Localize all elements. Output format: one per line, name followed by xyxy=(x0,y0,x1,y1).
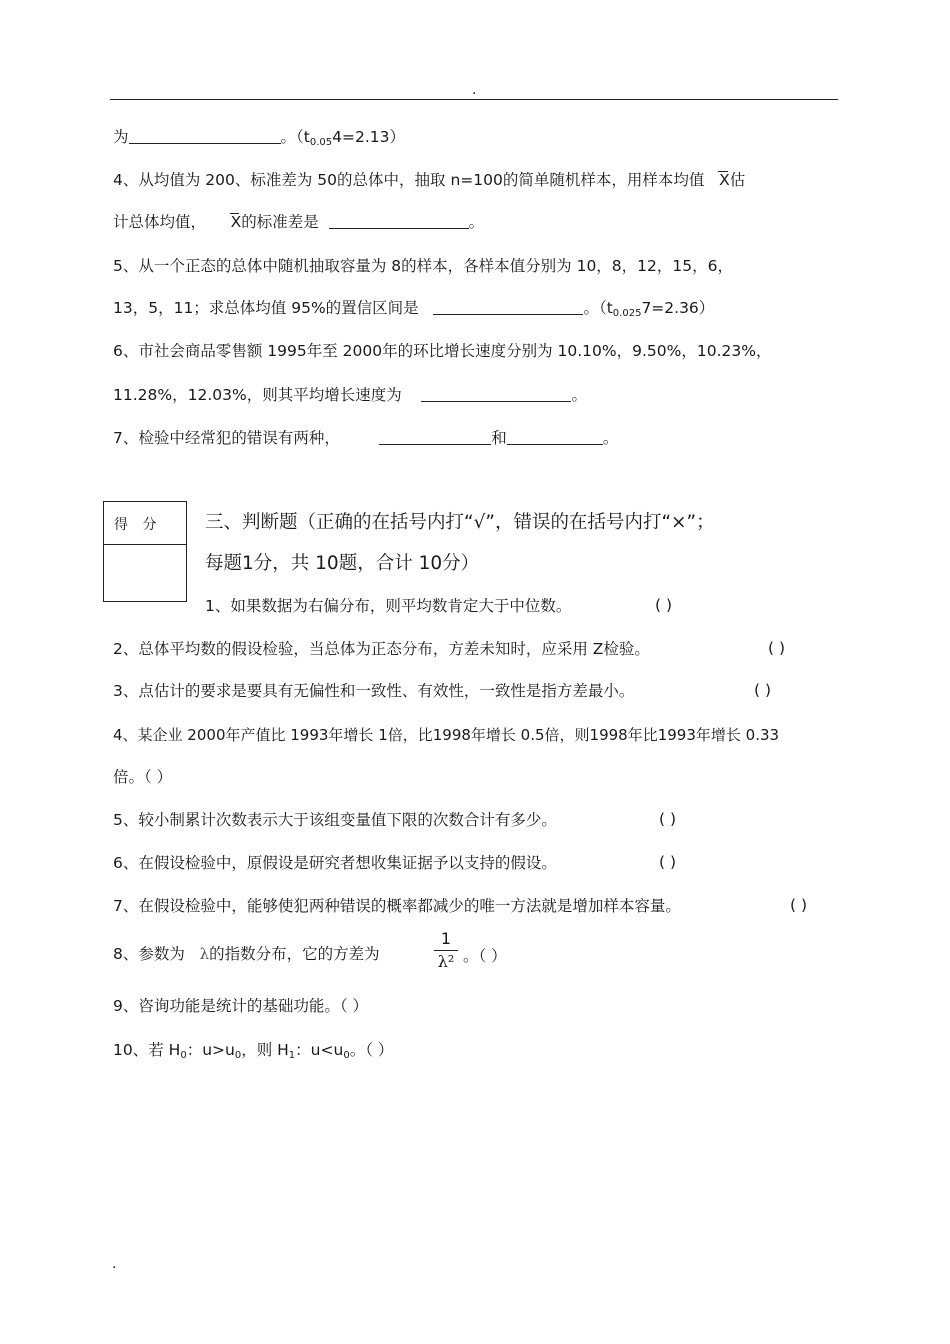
variance-fraction xyxy=(432,930,460,971)
subscript: 0 xyxy=(180,1050,187,1061)
fill-q5-line1: 5、从一个正态的总体中随机抽取容量为 8的样本，各样本值分别为 10，8，12，15，6， xyxy=(113,257,733,275)
answer-blank[interactable] xyxy=(129,129,281,144)
q4-text: 的标准差是 xyxy=(241,213,319,231)
judge-q4-line2: 倍。（ ） xyxy=(113,768,173,786)
footer-dot: . xyxy=(112,1256,117,1272)
judge-q6: 6、在假设检验中，原假设是研究者想收集证据予以支持的假设。 xyxy=(113,854,557,872)
q6-end: 。 xyxy=(571,386,587,404)
lambda-symbol: λ xyxy=(199,945,210,963)
fraction-denominator: λ² xyxy=(437,952,455,971)
q5-text: 13，5，11；求总体均值 95%的置信区间是 xyxy=(113,299,419,317)
section3-title-line1: 三、判断题（正确的在括号内打“√”，错误的在括号内打“×”； xyxy=(205,512,715,533)
header-dot: . xyxy=(472,82,477,98)
judge-q5: 5、较小制累计次数表示大于该组变量值下限的次数合计有多少。 xyxy=(113,811,557,829)
x-bar-symbol: X xyxy=(230,213,242,231)
q8-text: 8、参数为 xyxy=(113,945,185,963)
judge-q8 xyxy=(113,944,380,964)
fill-q4-line2 xyxy=(113,212,484,232)
fill-q5-line2 xyxy=(113,298,714,324)
fill-q6-line2 xyxy=(113,385,587,405)
q6-text: 11.28%，12.03%，则其平均增长速度为 xyxy=(113,386,402,404)
answer-blank[interactable] xyxy=(329,214,469,229)
q10-text: ：u>u xyxy=(186,1041,235,1059)
fill-q7-line xyxy=(113,428,618,448)
answer-blank[interactable] xyxy=(421,387,571,402)
q4-text-end: 估 xyxy=(729,171,746,189)
q10-text: 10、若 H xyxy=(113,1041,181,1059)
fill-q6-line1: 6、市社会商品零售额 1995年至 2000年的环比增长速度分别为 10.10%，9.50%，10.23%， xyxy=(113,342,772,360)
answer-paren[interactable]: ( ) xyxy=(754,681,772,699)
q8-text: 的指数分布，它的方差为 xyxy=(209,945,380,963)
fraction-numerator: 1 xyxy=(440,929,452,948)
q4-text: 4、从均值为 200、标准差为 50的总体中，抽取 n=100的简单随机样本，用样本均值 xyxy=(113,171,705,189)
answer-blank[interactable] xyxy=(433,300,583,315)
score-box xyxy=(103,501,187,602)
q7-text: 7、检验中经常犯的错误有两种， xyxy=(113,429,340,447)
q10-text: ：u<u xyxy=(295,1041,344,1059)
fill-q4-line1 xyxy=(113,170,745,190)
answer-paren[interactable]: ( ) xyxy=(655,596,673,614)
judge-q8-answer[interactable]: 。（ ） xyxy=(463,947,507,965)
t-subscript: 0.025 xyxy=(612,308,642,319)
judge-q4-line1: 4、某企业 2000年产值比 1993年增长 1倍，比1998年增长 0.5倍，则1998年比1993年增长 0.33 xyxy=(113,726,780,744)
score-box-divider xyxy=(104,544,186,545)
judge-q7: 7、在假设检验中，能够使犯两种错误的概率都减少的唯一方法就是增加样本容量。 xyxy=(113,897,681,915)
q7-end: 。 xyxy=(602,429,619,447)
q3-prefix: 为 xyxy=(113,128,129,146)
q10-text: ，则 H xyxy=(241,1041,289,1059)
answer-blank[interactable] xyxy=(507,430,603,445)
t-subscript: 0.05 xyxy=(309,137,333,148)
subscript: 0 xyxy=(234,1050,242,1061)
judge-q1: 1、如果数据为右偏分布，则平均数肯定大于中位数。 xyxy=(205,597,572,615)
answer-paren[interactable]: ( ) xyxy=(659,810,677,828)
q4-text: 计总体均值， xyxy=(113,213,207,231)
section3-title-line2: 每题1分，共 10题，合计 10分） xyxy=(205,553,480,574)
header-rule xyxy=(110,99,838,100)
answer-paren[interactable]: ( ) xyxy=(768,639,786,657)
q3-tail: 4=2.13） xyxy=(332,128,405,146)
answer-blank[interactable] xyxy=(379,430,491,445)
x-bar-symbol: X xyxy=(719,171,730,189)
subscript: 0 xyxy=(343,1050,350,1061)
q5-text: 。（t xyxy=(583,299,613,317)
answer-paren[interactable]: ( ) xyxy=(790,896,808,914)
q3-suffix: 。（t xyxy=(280,128,310,146)
q3-tail-line xyxy=(113,127,405,153)
judge-q3: 3、点估计的要求是要具有无偏性和一致性、有效性，一致性是指方差最小。 xyxy=(113,682,635,700)
q5-text: 7=2.36） xyxy=(641,299,715,317)
judge-q2: 2、总体平均数的假设检验，当总体为正态分布，方差未知时，应采用 Z检验。 xyxy=(113,640,650,658)
fraction-bar xyxy=(434,950,458,951)
q7-and: 和 xyxy=(491,429,507,447)
judge-q10 xyxy=(113,1040,393,1066)
q10-answer[interactable]: 。（ ） xyxy=(349,1041,394,1059)
judge-q9: 9、咨询功能是统计的基础功能。（ ） xyxy=(113,997,369,1015)
score-label: 得 分 xyxy=(114,517,162,533)
subscript: 1 xyxy=(288,1050,296,1061)
q4-end: 。 xyxy=(468,213,485,231)
answer-paren[interactable]: ( ) xyxy=(659,853,677,871)
